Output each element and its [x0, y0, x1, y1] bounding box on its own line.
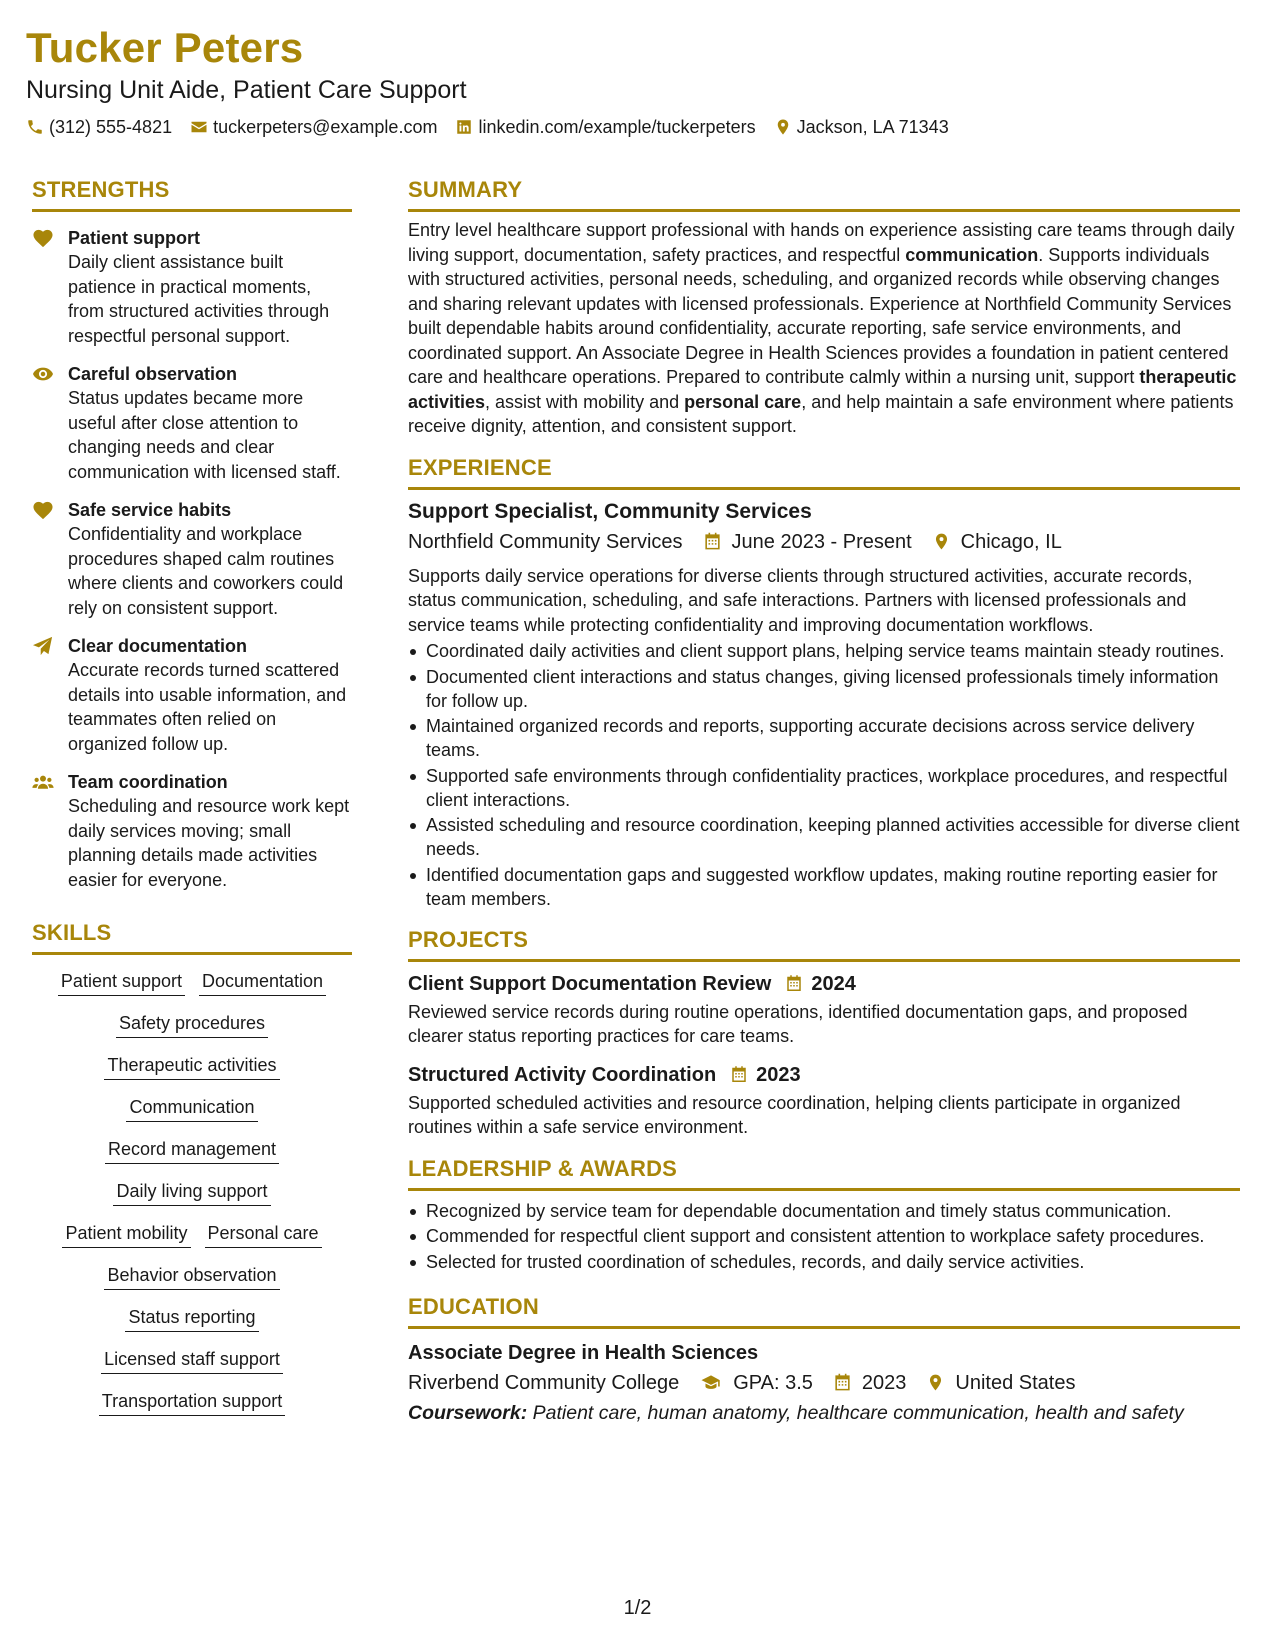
strength-title: Careful observation: [68, 364, 238, 384]
list-item: Maintained organized records and reports, supporting accurate decisions across service delivery teams.: [408, 714, 1240, 762]
strength-item: [32, 226, 352, 348]
calendar-icon: [730, 1065, 748, 1084]
list-item: Supported safe environments through confidentiality practices, workplace procedures, and respectful client interactions.: [408, 764, 1240, 812]
skill-tag: Therapeutic activities: [104, 1053, 279, 1080]
graduation-cap-icon: [699, 1373, 723, 1392]
project-title-row: [408, 970, 1240, 998]
map-pin-icon: [926, 1373, 945, 1392]
eye-icon: [32, 364, 54, 384]
project-description: Supported scheduled activities and resource coordination, helping clients participate in organized routines within a safe service environment.: [408, 1092, 1181, 1137]
phone-text: (312) 555-4821: [49, 117, 173, 137]
contact-email[interactable]: [190, 116, 437, 138]
project-year: 2024: [811, 972, 856, 995]
graduation-year: 2023: [861, 1371, 907, 1394]
summary-heading: SUMMARY: [408, 175, 1240, 212]
project-title: Structured Activity Coordination: [408, 1063, 717, 1086]
education-heading: EDUCATION: [408, 1292, 1240, 1329]
strength-item: [32, 362, 352, 484]
contact-row: [26, 116, 1249, 138]
location-text: Jackson, LA 71343: [796, 117, 949, 137]
calendar-icon: [785, 974, 803, 993]
contact-location: [774, 116, 949, 138]
skill-tag: Licensed staff support: [101, 1347, 283, 1374]
skill-tag: Personal care: [205, 1221, 322, 1248]
job-description: Supports daily service operations for diverse clients through structured activities, accurate records, status communication, scheduling, and safe interactions. Partners with licensed professionals and service teams while protecting confidentiality and improving documentation workflows.: [408, 565, 1193, 635]
strength-title: Clear documentation: [68, 636, 248, 656]
degree-title: Associate Degree in Health Sciences: [408, 1341, 759, 1364]
linkedin-text: linkedin.com/example/tuckerpeters: [478, 117, 756, 137]
paper-plane-icon: [32, 636, 54, 656]
school-name: Riverbend Community College: [408, 1371, 680, 1394]
linkedin-icon: [455, 118, 473, 136]
strength-item: [32, 634, 352, 756]
skill-tag: Status reporting: [125, 1305, 258, 1332]
list-item: Documented client interactions and status changes, giving licensed professionals timely information for follow up.: [408, 665, 1240, 713]
skill-tag: Patient mobility: [62, 1221, 190, 1248]
job-meta: [408, 528, 1240, 556]
skills-list: [32, 969, 352, 1431]
map-pin-icon: [774, 118, 792, 136]
leadership-heading: LEADERSHIP & AWARDS: [408, 1154, 1240, 1191]
skills-heading: SKILLS: [32, 918, 352, 955]
job-dates: June 2023 - Present: [731, 530, 912, 553]
strengths-heading: STRENGTHS: [32, 175, 352, 212]
education-location: United States: [955, 1371, 1076, 1394]
candidate-title: Nursing Unit Aide, Patient Care Support: [26, 76, 467, 104]
summary-text: Entry level healthcare support professional with hands on experience assisting care teams through daily living support, documentation, safety practices, and respectful communication. Supports individuals with structured activities, personal needs, scheduling, and organized records while observing changes and sharing relevant updates with licensed professionals. Experience at Northfield Community Services built dependable habits around confidentiality, accurate reporting, safe service environments, and coordinated support. An Associate Degree in Health Sciences provides a foundation in patient centered care and healthcare operations. Prepared to contribute calmly within a nursing unit, support therapeutic activities, assist with mobility and personal care, and help maintain a safe environment where patients receive dignity, attention, and consistent support.: [408, 220, 1237, 436]
strength-desc: Confidentiality and workplace procedures shaped calm routines where clients and coworkers could rely on consistent support.: [68, 524, 344, 618]
envelope-icon: [190, 118, 208, 136]
strength-title: Team coordination: [68, 772, 228, 792]
list-item: Assisted scheduling and resource coordination, keeping planned activities accessible for diverse client needs.: [408, 813, 1240, 861]
strength-desc: Daily client assistance built patience in practical moments, from structured activities through respectful personal support.: [68, 252, 330, 346]
skill-tag: Transportation support: [99, 1389, 285, 1416]
job-bullets: [408, 639, 1240, 911]
list-item: Commended for respectful client support and consistent attention to workplace safety procedures.: [408, 1224, 1240, 1248]
skill-tag: Documentation: [199, 969, 326, 996]
skill-tag: Behavior observation: [104, 1263, 279, 1290]
contact-linkedin[interactable]: [455, 116, 755, 138]
calendar-icon: [833, 1373, 852, 1392]
skill-tag: Patient support: [58, 969, 185, 996]
left-column: [32, 175, 352, 1431]
coursework: Coursework: Patient care, human anatomy, healthcare communication, health and safety: [408, 1401, 1184, 1424]
experience-heading: EXPERIENCE: [408, 453, 1240, 490]
users-icon: [32, 772, 54, 792]
strength-title: Patient support: [68, 228, 201, 248]
job-company: Northfield Community Services: [408, 530, 683, 553]
right-column: [408, 175, 1240, 1427]
leadership-bullets: [408, 1199, 1240, 1274]
calendar-icon: [703, 532, 722, 551]
projects-heading: PROJECTS: [408, 925, 1240, 962]
gpa-text: GPA: 3.5: [733, 1371, 813, 1394]
list-item: Selected for trusted coordination of schedules, records, and daily service activities.: [408, 1250, 1240, 1274]
list-item: Recognized by service team for dependable documentation and timely status communication.: [408, 1199, 1240, 1223]
email-text: tuckerpeters@example.com: [213, 117, 438, 137]
map-pin-icon: [932, 532, 951, 551]
strength-desc: Status updates became more useful after close attention to changing needs and clear communication with licensed staff.: [68, 388, 341, 482]
strength-title: Safe service habits: [68, 500, 232, 520]
page-number: 1/2: [623, 1597, 652, 1619]
project-title: Client Support Documentation Review: [408, 972, 772, 995]
job-location: Chicago, IL: [960, 530, 1062, 553]
skill-tag: Record management: [105, 1137, 279, 1164]
strength-item: [32, 498, 352, 620]
heart-icon: [32, 500, 54, 520]
skill-tag: Daily living support: [113, 1179, 270, 1206]
skill-tag: Safety procedures: [116, 1011, 268, 1038]
strength-desc: Scheduling and resource work kept daily services moving; small planning details made activities easier for everyone.: [68, 796, 350, 890]
phone-icon: [26, 118, 44, 136]
strength-item: [32, 770, 352, 892]
list-item: Identified documentation gaps and suggested workflow updates, making routine reporting easier for team members.: [408, 863, 1240, 911]
education-meta: [408, 1369, 1240, 1397]
list-item: Coordinated daily activities and client support plans, helping service teams maintain steady routines.: [408, 639, 1240, 663]
resume-header: [26, 24, 1249, 138]
project-title-row: [408, 1061, 1240, 1089]
project-description: Reviewed service records during routine operations, identified documentation gaps, and proposed clearer status reporting practices for care teams.: [408, 1001, 1188, 1046]
project-year: 2023: [756, 1063, 801, 1086]
candidate-name: Tucker Peters: [26, 24, 304, 71]
job-title: Support Specialist, Community Services: [408, 499, 812, 523]
contact-phone[interactable]: [26, 116, 172, 138]
skill-tag: Communication: [126, 1095, 257, 1122]
strength-desc: Accurate records turned scattered details into usable information, and teammates often relied on organized follow up.: [68, 660, 347, 754]
heart-icon: [32, 228, 54, 248]
